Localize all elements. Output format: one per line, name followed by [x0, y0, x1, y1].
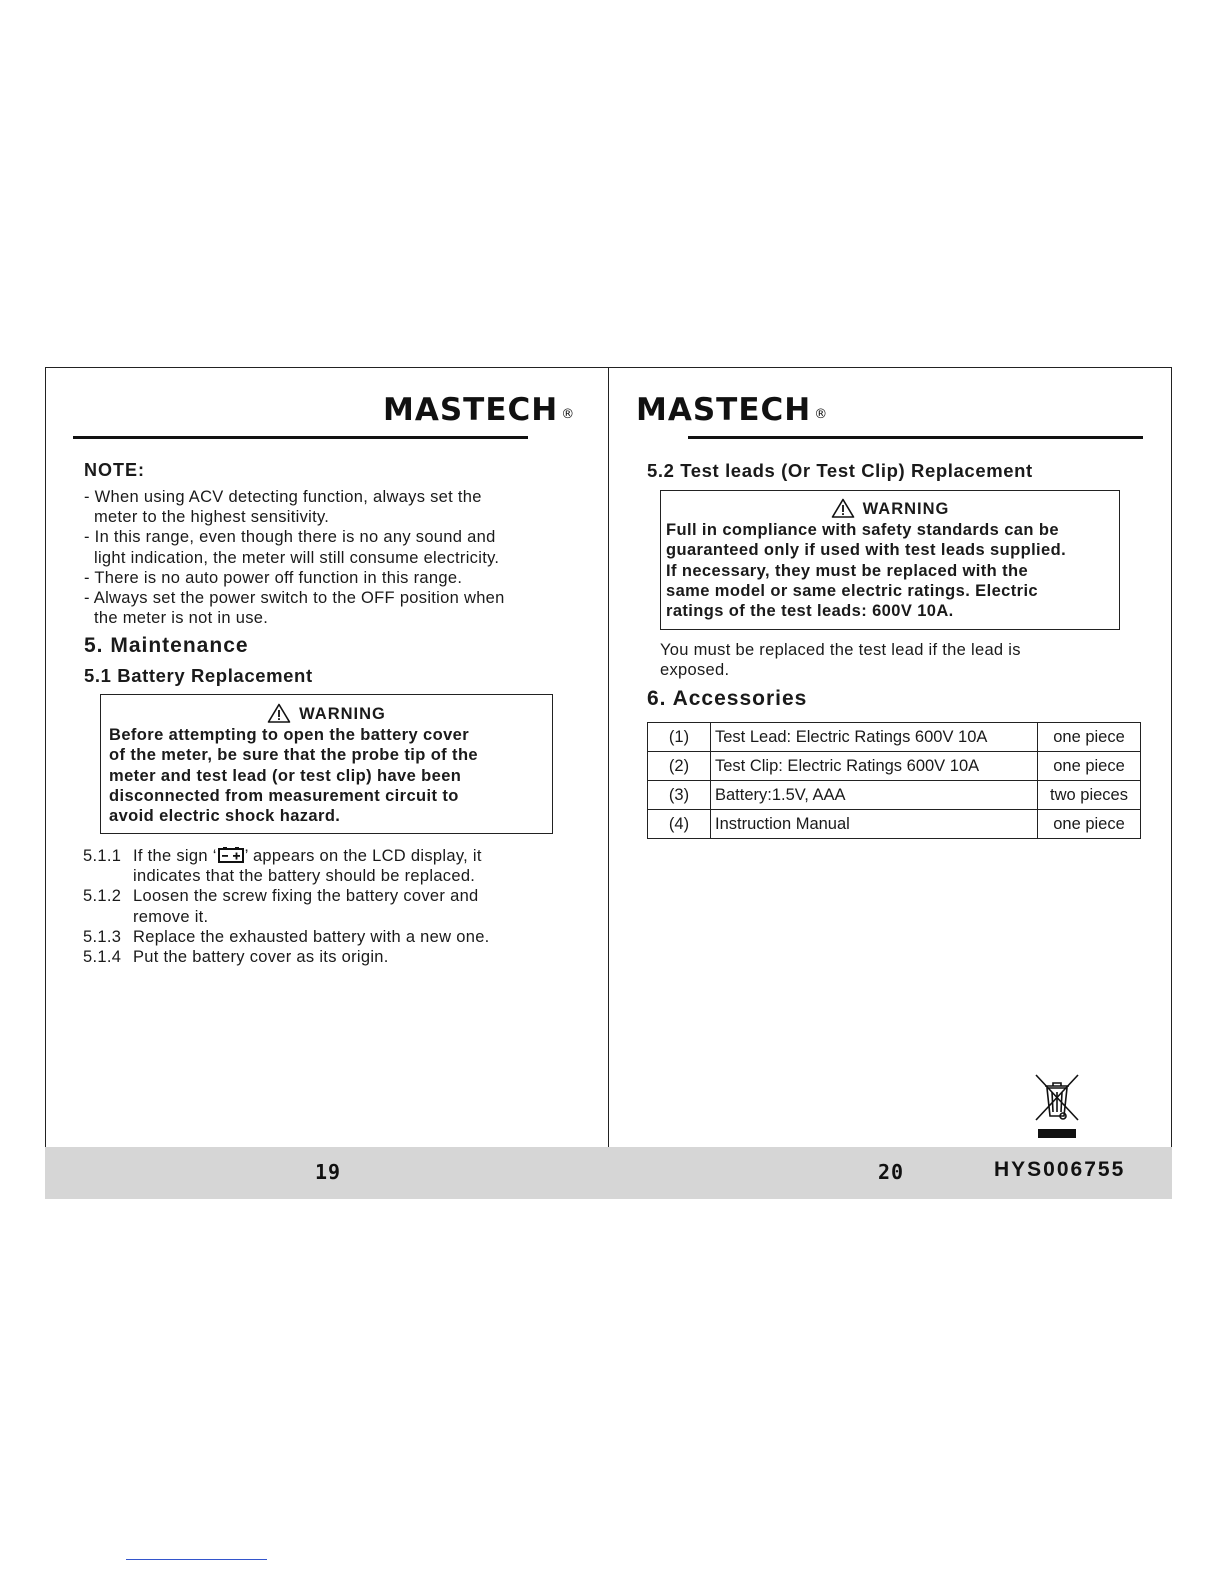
stray-underline: [126, 1559, 267, 1560]
step-number: 5.1.2: [83, 887, 122, 906]
warning-box-battery: [100, 694, 553, 834]
header-rule-right: [688, 436, 1143, 439]
warning-text: [109, 725, 552, 826]
step-item: [83, 927, 490, 947]
step-number: 5.1.4: [83, 948, 122, 967]
note-line: meter to the highest sensitivity.: [94, 508, 330, 527]
subsection-title-battery: 5.1 Battery Replacement: [84, 665, 313, 686]
page-divider: [608, 367, 609, 1147]
header-rule-left: [73, 436, 528, 439]
step-continuation: remove it.: [133, 907, 209, 926]
note-line: - There is no auto power off function in this range.: [84, 568, 463, 587]
warning-line: Full in compliance with safety standards can be: [666, 521, 1059, 539]
warning-text: [666, 520, 1119, 621]
note-line: the meter is not in use.: [94, 609, 269, 628]
subsection-title-test-leads: 5.2 Test leads (Or Test Clip) Replacement: [647, 460, 1033, 481]
table-row: [648, 810, 1141, 839]
note-line: light indication, the meter will still consume electricity.: [94, 548, 500, 567]
brand-logo-right: [636, 392, 828, 428]
warning-line: meter and test lead (or test clip) have been: [109, 766, 462, 785]
step-item: [83, 886, 490, 906]
accessory-qty: two pieces: [1038, 781, 1141, 810]
section-title-maintenance: 5. Maintenance: [84, 634, 249, 657]
accessory-number: (4): [648, 810, 711, 839]
page-number-left: 19: [315, 1160, 342, 1184]
weee-crossed-bin-icon: [1033, 1072, 1081, 1140]
warning-line: guaranteed only if used with test leads supplied.: [666, 541, 1067, 560]
brand-name: MASTECH: [383, 392, 559, 428]
note-line: - When using ACV detecting function, always set the: [84, 488, 482, 506]
accessory-number: (2): [648, 752, 711, 781]
warning-line: of the meter, be sure that the probe tip of the: [109, 746, 478, 765]
step-number: 5.1.1: [83, 847, 122, 865]
test-lead-paragraph: [660, 640, 1021, 680]
brand-logo-left: [383, 392, 575, 428]
step-item: [83, 846, 490, 866]
warning-label: WARNING: [299, 705, 386, 723]
step-continuation: indicates that the battery should be replaced.: [133, 867, 476, 886]
step-text-pre: If the sign ‘: [133, 847, 217, 865]
accessory-number: (3): [648, 781, 711, 810]
step-text: Put the battery cover as its origin.: [133, 948, 389, 967]
accessory-item: Test Lead: Electric Ratings 600V 10A: [711, 723, 1038, 752]
accessory-item: Test Clip: Electric Ratings 600V 10A: [711, 752, 1038, 781]
warning-title: [661, 498, 1119, 519]
warning-box-test-leads: [660, 490, 1120, 630]
page-number-right: 20: [878, 1160, 905, 1184]
paragraph-line: exposed.: [660, 661, 730, 680]
section-title-accessories: 6. Accessories: [647, 687, 808, 710]
battery-low-icon: [218, 847, 244, 863]
document-code: HYS006755: [994, 1158, 1126, 1181]
accessory-number: (1): [648, 723, 711, 752]
battery-steps: [83, 846, 490, 967]
note-body: [84, 487, 505, 628]
accessory-item: Instruction Manual: [711, 810, 1038, 839]
step-number: 5.1.3: [83, 927, 122, 946]
registered-mark: ®: [561, 407, 576, 422]
step-item: [83, 947, 490, 967]
note-title: NOTE:: [84, 460, 145, 480]
warning-line: same model or same electric ratings. Electric: [666, 581, 1039, 600]
warning-triangle-icon: [267, 703, 291, 723]
table-row: [648, 723, 1141, 752]
accessory-qty: one piece: [1038, 723, 1141, 752]
step-text: Replace the exhausted battery with a new one.: [133, 927, 490, 946]
note-line: - Always set the power switch to the OFF position when: [84, 589, 505, 608]
warning-line: disconnected from measurement circuit to: [109, 786, 459, 805]
accessory-item: Battery:1.5V, AAA: [711, 781, 1038, 810]
paragraph-line: You must be replaced the test lead if the lead is: [660, 641, 1021, 659]
warning-label: WARNING: [862, 500, 950, 518]
table-row: [648, 781, 1141, 810]
warning-line: ratings of the test leads: 600V 10A.: [666, 602, 954, 621]
accessories-table: [647, 722, 1141, 839]
warning-line: Before attempting to open the battery cover: [109, 726, 470, 744]
table-row: [648, 752, 1141, 781]
accessory-qty: one piece: [1038, 810, 1141, 839]
accessory-qty: one piece: [1038, 752, 1141, 781]
brand-name: MASTECH: [636, 392, 812, 428]
step-text: [133, 846, 482, 866]
note-line: - In this range, even though there is no any sound and: [84, 528, 496, 547]
warning-line: If necessary, they must be replaced with the: [666, 561, 1029, 580]
step-text-post: ’ appears on the LCD display, it: [244, 847, 482, 865]
warning-title: [101, 703, 552, 724]
registered-mark: ®: [814, 407, 829, 422]
warning-line: avoid electric shock hazard.: [109, 807, 341, 826]
step-text: Loosen the screw fixing the battery cover and: [133, 887, 479, 906]
warning-triangle-icon: [831, 498, 855, 518]
